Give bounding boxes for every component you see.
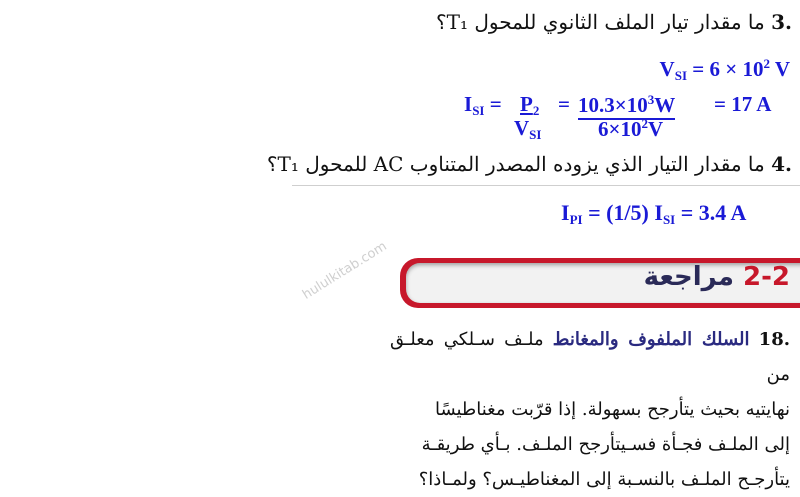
eq-isi-result: = 17 A [714,92,772,116]
eq-isi-vsi: $V_{SI}$ [514,116,542,142]
question-3-text: ما مقدار تيار الملف الثانوي للمحول T₁؟ [435,10,765,34]
review-word: مراجعة [643,262,734,292]
question-4-text: ما مقدار التيار الذي يزوده المصدر المتناوب AC للمحول T₁؟ [266,152,765,176]
question-4-number: .4 [771,152,792,176]
divider [292,185,800,186]
eq-vsi-unit: V [769,57,790,81]
equation-isi [464,92,794,140]
equation-vsi [660,56,790,84]
watermark: hululkitab.com [300,238,390,303]
question-18-line-2: نهايتيه بحيث يتأرجح بسهولة. إذا قرّبت مغناطيسًا [434,399,790,420]
question-18-line-1 [390,322,790,392]
question-3 [436,10,792,34]
eq-isi-numerator: $10.3\times 10^3W$ [578,92,675,120]
question-18 [390,322,790,497]
question-18-keyword: السلك الملفوف والمغانط [552,329,750,350]
question-4 [267,152,792,176]
eq-isi-denominator: $6\times 10^2V$ [598,116,664,141]
question-18-line-3: إلى الملـف فجـأة فسـيتأرجح الملـف. بـأي طريقـة [421,434,790,455]
question-3-number: .3 [771,10,792,34]
eq-isi-lhs: $I_{SI}$ = [464,92,502,118]
question-18-text-1: ملـف سـلكي معلـق من [390,329,790,385]
question-18-line-4: يتأرجـح الملـف بالنسـبة إلى المغناطيـس؟ ولمـاذا؟ [418,469,790,490]
review-number: 2-2 [743,262,790,292]
eq-isi-equals: = [558,92,570,116]
eq-vsi-sub: SI [674,68,688,83]
equation-ipi: $I_{PI} = (1/5) I_{SI} = 3.4$ A [561,200,747,227]
review-title [644,262,790,292]
eq-vsi-symbol: V [659,57,675,81]
eq-vsi-exp: 2 [763,56,770,71]
eq-isi-p2: $P_2$ [520,92,540,118]
question-18-number: .18 [758,329,791,350]
eq-vsi-value: = 6 × 10 [687,57,764,81]
